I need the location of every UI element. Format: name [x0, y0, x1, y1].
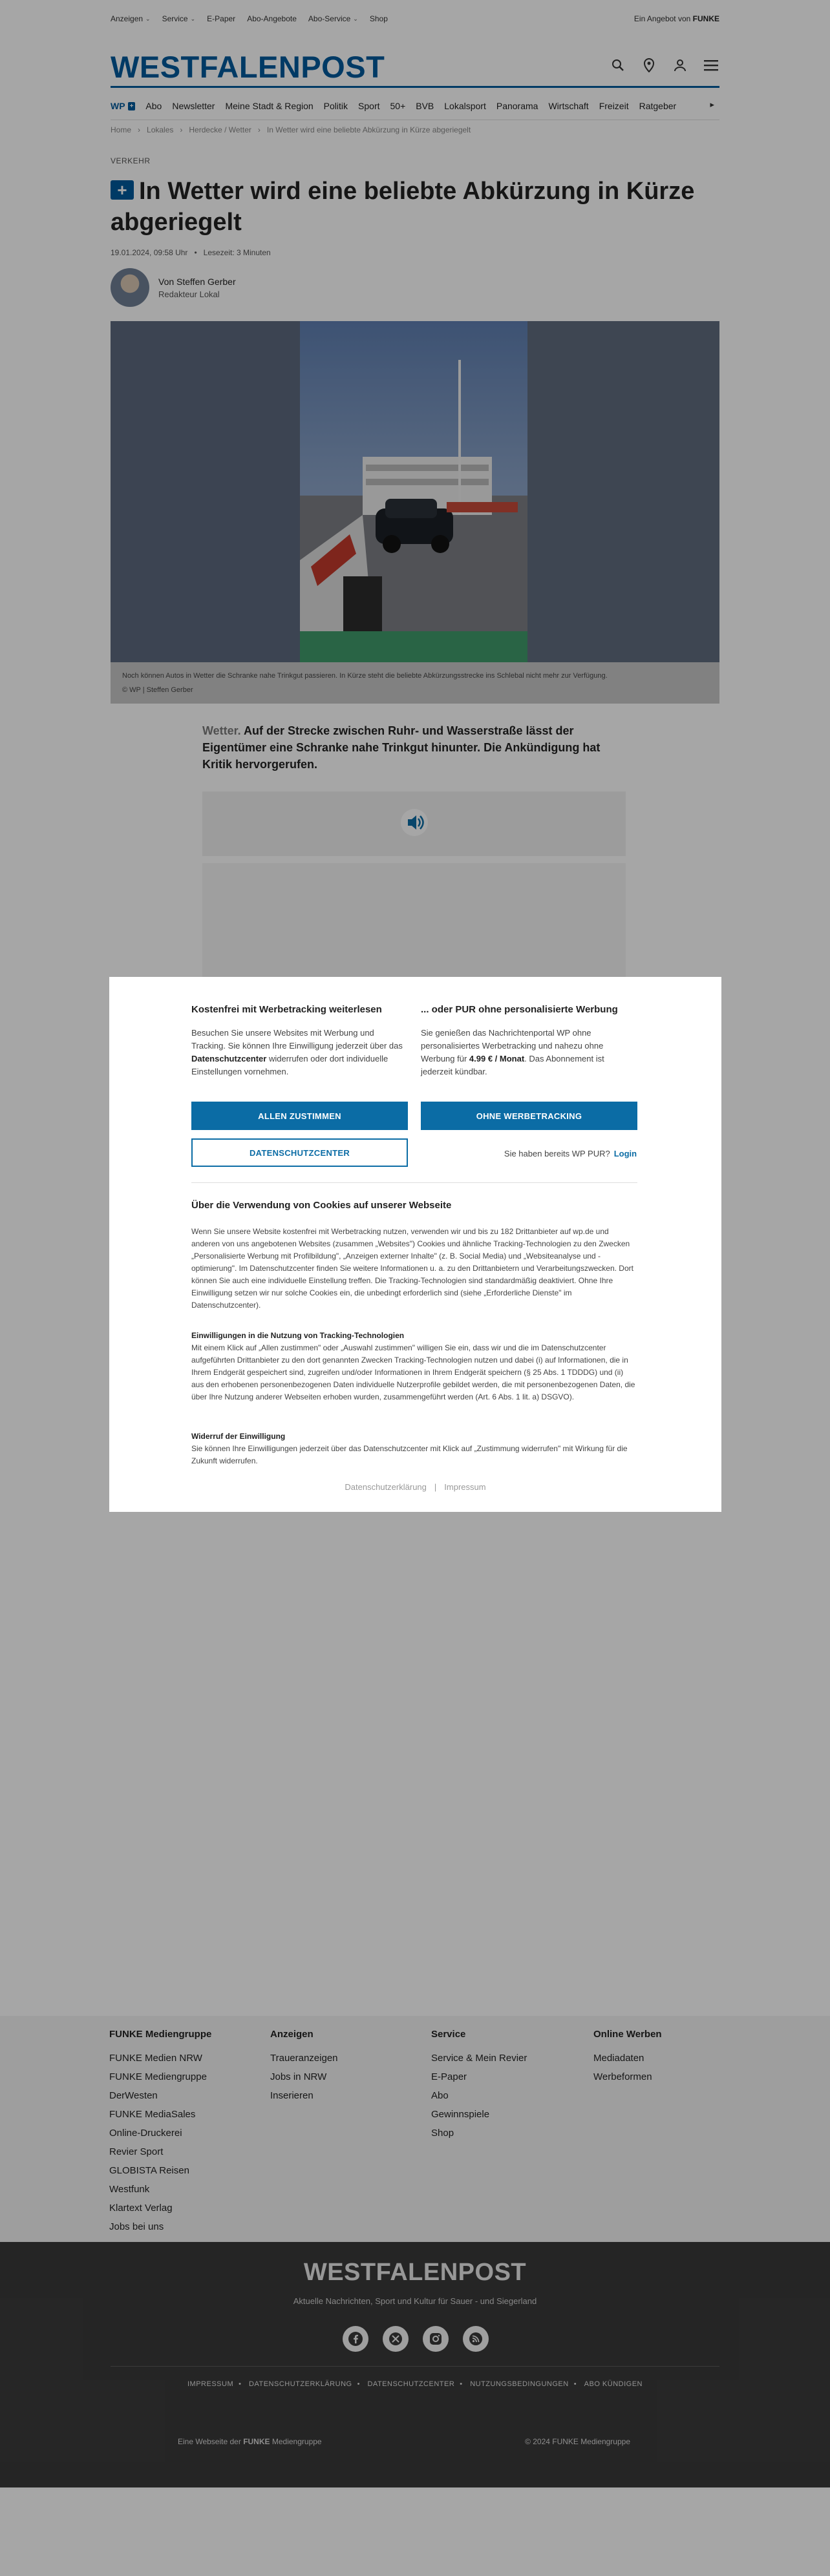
consent-footer-links: Datenschutzerklärung | Impressum — [345, 1482, 486, 1492]
funke-link[interactable]: Ein Angebot von FUNKE — [633, 14, 719, 23]
footer-link[interactable]: Westfunk — [109, 2184, 150, 2195]
article-overline: VERKEHR — [111, 156, 151, 165]
chevron-down-icon: ⌄ — [190, 15, 196, 22]
accept-all-button[interactable]: ALLEN ZUSTIMMEN — [191, 1102, 408, 1130]
utility-item-epaper[interactable]: E-Paper — [207, 14, 236, 23]
cookie-info — [191, 1199, 637, 1312]
privacy-center-button[interactable]: DATENSCHUTZCENTER — [191, 1138, 408, 1167]
nav-item-wirtschaft[interactable]: Wirtschaft — [548, 101, 589, 111]
footer-col-anzeigen: Anzeigen Traueranzeigen Jobs in NRW Inserieren — [270, 2029, 412, 2105]
breadcrumb-lokales[interactable]: Lokales — [147, 125, 174, 134]
chevron-down-icon: ⌄ — [353, 15, 358, 22]
cookie-info-text: Wenn Sie unsere Website kostenfrei mit Werbetracking nutzen, verwenden wir und bis zu 182 Drittanbieter auf wp.de und anderen von uns angebotenen Websites (zusammen „Websites") Cookies und ähnliche Tracking-Technologien zu den Zwecken „Personalisierte Werbung mit Profilbildung", „Anzeigen externer Inhalte" (z. B. Social Media) und „Websiteanalyse und -optimierung". Im Datenschutzcenter finden Sie weitere Informationen u. a. zu den Drittanbietern und Verarbeitungszwecken. Dort können Sie auch eine individuelle Einstellung treffen. Die Tracking-Technologien sind standardmäßig deaktiviert. Ohne Ihre Einwilligung setzen wir nur solche Cookies ein, die unbedingt erforderlich sind (siehe „Erforderliche Dienste" im Datenschutzcenter). — [191, 1227, 633, 1310]
imprint-link[interactable]: Impressum — [444, 1482, 486, 1492]
pur-price: 4.99 € / Monat — [469, 1054, 525, 1063]
footer-legal-datenschutzcenter[interactable]: DATENSCHUTZCENTER — [367, 2380, 455, 2388]
footer-col-service: Service Service & Mein Revier E-Paper Abo Gewinnspiele Shop — [431, 2029, 573, 2142]
footer-link[interactable]: Traueranzeigen — [270, 2053, 338, 2064]
footer-link[interactable]: Service & Mein Revier — [431, 2053, 527, 2064]
cookie-info-title: Über die Verwendung von Cookies auf unserer Webseite — [191, 1200, 452, 1211]
pur-login: Sie haben bereits WP PUR? Login — [504, 1149, 637, 1158]
footer-bottom: Eine Webseite der FUNKE Mediengruppe © 2024 FUNKE Mediengruppe — [178, 2437, 630, 2446]
footer-link[interactable]: FUNKE Mediengruppe — [109, 2071, 207, 2082]
consent-pur-title: ... oder PUR ohne personalisierte Werbung — [421, 1004, 618, 1015]
footer-link[interactable]: E-Paper — [431, 2071, 467, 2082]
footer-link[interactable]: Werbeformen — [593, 2071, 652, 2082]
footer-legal-abo-kuendigen[interactable]: ABO KÜNDIGEN — [584, 2380, 643, 2388]
chevron-down-icon: ⌄ — [145, 15, 151, 22]
footer-legal: IMPRESSUM • DATENSCHUTZERKLÄRUNG • DATENSCHUTZCENTER • NUTZUNGSBEDINGUNGEN • ABO KÜNDIGEN — [187, 2380, 643, 2388]
image-credit: © WP | Steffen Gerber — [122, 686, 193, 694]
nav-item-bvb[interactable]: BVB — [416, 101, 434, 111]
nav-item-ratgeber[interactable]: Ratgeber — [639, 101, 677, 111]
nav-item-50plus[interactable]: 50+ — [390, 101, 406, 111]
article-date: 19.01.2024, 09:58 Uhr — [111, 248, 188, 257]
footer-legal-datenschutz[interactable]: DATENSCHUTZERKLÄRUNG — [249, 2380, 352, 2388]
consent-divider — [191, 1182, 637, 1183]
footer-link[interactable]: Jobs in NRW — [270, 2071, 327, 2082]
footer-link[interactable]: Shop — [431, 2128, 454, 2139]
footer-link[interactable]: FUNKE MediaSales — [109, 2109, 196, 2120]
privacy-policy-link[interactable]: Datenschutzerklärung — [345, 1482, 427, 1492]
footer-link[interactable]: Jobs bei uns — [109, 2221, 164, 2232]
revoke-info: Widerruf der Einwilligung Sie können Ihre Einwilligungen jederzeit über das Datenschutzcenter mit Klick auf „Zustimmung widerrufen" mit Wirkung für die Zukunft widerrufen. — [191, 1432, 628, 1465]
utility-item-service[interactable]: Service ⌄ — [162, 14, 196, 23]
utility-item-abo-service[interactable]: Abo-Service ⌄ — [308, 14, 358, 23]
footer-legal-nutzungsbedingungen[interactable]: NUTZUNGSBEDINGUNGEN — [470, 2380, 569, 2388]
footer-tagline: Aktuelle Nachrichten, Sport und Kultur für Sauer - und Siegerland — [293, 2296, 537, 2306]
plus-badge: + — [128, 102, 136, 110]
article-headline: + In Wetter wird eine beliebte Abkürzung in Kürze abgeriegelt — [111, 178, 695, 236]
datenschutzcenter-link[interactable]: Datenschutzcenter — [191, 1054, 267, 1063]
copyright: © 2024 FUNKE Mediengruppe — [525, 2437, 630, 2446]
author-role: Redakteur Lokal — [158, 289, 220, 299]
footer-col-online-werben: Online Werben Mediadaten Werbeformen — [593, 2029, 736, 2086]
footer-link[interactable]: GLOBISTA Reisen — [109, 2165, 189, 2176]
consent-free-title: Kostenfrei mit Werbetracking weiterlesen — [191, 1004, 382, 1015]
breadcrumb: Home › Lokales › Herdecke / Wetter › In Wetter wird eine beliebte Abkürzung in Kürze abgeriegelt — [111, 125, 471, 134]
nav-item-freizeit[interactable]: Freizeit — [599, 101, 629, 111]
consent-usage-info: Einwilligungen in die Nutzung von Tracking-Technologien Mit einem Klick auf „Allen zustimmen" oder „Auswahl zustimmen" willigen Sie ein, dass wir und die im Datenschutzcenter aufgeführten Drittanbieter zu den dort genannten Zwecken Tracking-Technologien nutzen und dabei (i) auf Informationen, die in Ihrem Endgerät gespeichert sind, zugreifen und/oder Informationen in Ihrem Endgerät speichern (§ 25 Abs. 1 TDDDG) und (ii) aus den erhobenen personenbezogenen Daten individuelle Nutzerprofile gebildet werden, die mit personenbezogenen Daten, die über Ihre Nutzung anderer Webseiten erhoben wurden, zusammengeführt werden (Art. 6 Abs. 1 lit. a) DSGVO). — [191, 1331, 635, 1401]
consent-dialog — [109, 977, 721, 1512]
login-link[interactable]: Login — [613, 1149, 637, 1158]
breadcrumb-home[interactable]: Home — [111, 125, 132, 134]
footer-link[interactable]: Revier Sport — [109, 2146, 164, 2157]
nav-item-meine-stadt[interactable]: Meine Stadt & Region — [225, 101, 314, 111]
utility-item-anzeigen[interactable]: Anzeigen ⌄ — [111, 14, 151, 23]
funke-logo: FUNKE — [692, 14, 719, 23]
footer-link[interactable]: FUNKE Medien NRW — [109, 2053, 202, 2064]
footer-link[interactable]: Gewinnspiele — [431, 2109, 490, 2120]
utility-item-abo-angebote[interactable]: Abo-Angebote — [247, 14, 297, 23]
nav-item-wp-plus[interactable]: WP + — [111, 101, 135, 111]
footer-link[interactable]: Mediadaten — [593, 2053, 644, 2064]
nav-item-sport[interactable]: Sport — [358, 101, 380, 111]
nav-item-newsletter[interactable]: Newsletter — [172, 101, 215, 111]
nav-item-politik[interactable]: Politik — [323, 101, 348, 111]
footer-col-funke: FUNKE Mediengruppe FUNKE Medien NRW FUNKE Mediengruppe DerWesten FUNKE MediaSales Online-Druckerei Revier Sport GLOBISTA Reisen Westfunk Klartext Verlag Jobs bei uns — [109, 2029, 251, 2236]
author-name[interactable]: Steffen Gerber — [176, 276, 236, 287]
nav-item-lokalsport[interactable]: Lokalsport — [444, 101, 486, 111]
nav-item-abo[interactable]: Abo — [145, 101, 162, 111]
site-logo[interactable]: WESTFALENPOST — [111, 50, 385, 84]
breadcrumb-current: In Wetter wird eine beliebte Abkürzung in Kürze abgeriegelt — [266, 125, 471, 134]
footer-legal-impressum[interactable]: IMPRESSUM — [187, 2380, 234, 2388]
article-meta: 19.01.2024, 09:58 Uhr • Lesezeit: 3 Minuten — [111, 248, 271, 257]
article-lead: Wetter. Auf der Strecke zwischen Ruhr- und Wasserstraße lässt der Eigentümer eine Schranke nahe Trinkgut hinunter. Die Ankündigung hat Kritik hervorgerufen. — [202, 724, 601, 771]
footer-link[interactable]: Klartext Verlag — [109, 2203, 173, 2214]
nav-scroll-right-icon[interactable]: ▸ — [710, 99, 714, 109]
image-caption: Noch können Autos in Wetter die Schranke nahe Trinkgut passieren. In Kürze steht die beliebte Abkürzungsstrecke ins Schlebal nicht mehr zur Verfügung. © WP | Steffen Gerber — [111, 662, 719, 704]
footer-logo[interactable]: WESTFALENPOST — [303, 2259, 527, 2286]
consent-option-pur: ... oder PUR ohne personalisierte Werbung Sie genießen das Nachrichtenportal WP ohne personalisiertes Werbetracking und nahezu ohne Werbung für 4.99 € / Monat. Das Abonnement ist jederzeit kündbar. — [421, 1004, 637, 1078]
utility-item-shop[interactable]: Shop — [369, 14, 388, 23]
author-box: Von Steffen Gerber Redakteur Lokal — [111, 268, 236, 307]
footer-link[interactable]: Inserieren — [270, 2090, 314, 2101]
plus-badge: + — [111, 180, 134, 200]
footer-link[interactable]: Online-Druckerei — [109, 2128, 182, 2139]
footer-link[interactable]: Abo — [431, 2090, 449, 2101]
consent-option-free: Kostenfrei mit Werbetracking weiterlesen Besuchen Sie unsere Websites mit Werbung und Tracking. Sie können Ihre Einwilligung jederzeit über das Datenschutzcenter widerrufen oder dort individuelle Einstellungen vornehmen. — [191, 1004, 408, 1078]
no-tracking-button[interactable]: OHNE WERBETRACKING — [421, 1102, 637, 1130]
breadcrumb-herdecke-wetter[interactable]: Herdecke / Wetter — [189, 125, 251, 134]
reading-time: Lesezeit: 3 Minuten — [203, 248, 271, 257]
footer-link[interactable]: DerWesten — [109, 2090, 158, 2101]
nav-item-panorama[interactable]: Panorama — [496, 101, 538, 111]
